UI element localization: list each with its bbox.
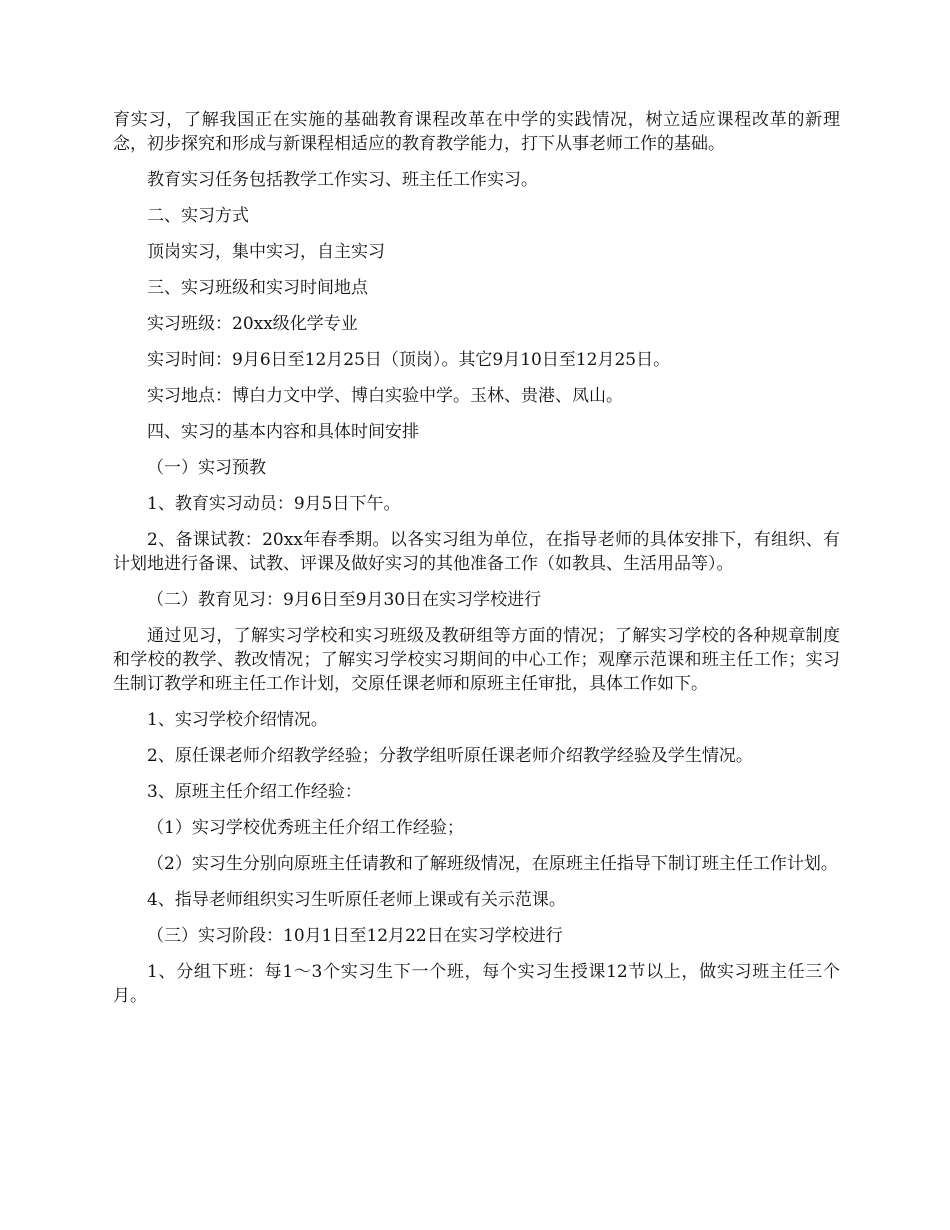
paragraph-internship-class: 实习班级：20xx级化学专业 [147,314,358,334]
list-item-teacher-experience: 2、原任课老师介绍教学经验；分教学组听原任课老师介绍教学经验及学生情况。 [147,746,753,766]
sub-list-item-work-plan: （2）实习生分别向原班主任请教和了解班级情况，在原班主任指导下制订班主任工作计划。 [147,854,838,874]
paragraph-lesson-preparation: 2、备课试教：20xx年春季期。以各实习组为单位，在指导老师的具体安排下，有组织、有计划地进行备课、试教、评课及做好实习的其他准备工作（如教具、生活用品等）。 [113,530,840,574]
paragraph-internship-method: 顶岗实习，集中实习，自主实习 [147,242,385,262]
list-item-head-teacher-experience: 3、原班主任介绍工作经验： [147,782,362,802]
list-item-school-intro: 1、实习学校介绍情况。 [147,710,328,730]
list-item-demo-lessons: 4、指导老师组织实习生听原任老师上课或有关示范课。 [147,890,566,910]
paragraph-mobilization: 1、教育实习动员：9月5日下午。 [147,494,401,514]
subheading-internship-stage: （三）实习阶段：10月1日至12月22日在实习学校进行 [147,926,563,946]
heading-internship-method: 二、实习方式 [147,206,249,226]
paragraph-intro-continuation: 育实习，了解我国正在实施的基础教育课程改革在中学的实践情况，树立适应课程改革的新理念，初步探究和形成与新课程相适应的教育教学能力，打下从事老师工作的基础。 [113,110,840,154]
heading-class-time-place: 三、实习班级和实习时间地点 [147,278,368,298]
document-body [113,108,840,1020]
sub-list-item-excellent-head-teacher: （1）实习学校优秀班主任介绍工作经验； [147,818,464,838]
list-item-class-assignment: 1、分组下班：每1～3个实习生下一个班，每个实习生授课12节以上，做实习班主任三个月。 [113,962,840,1006]
paragraph-internship-time: 实习时间：9月6日至12月25日（顶岗）。其它9月10日至12月25日。 [147,350,671,370]
heading-content-schedule: 四、实习的基本内容和具体时间安排 [147,422,419,442]
paragraph-observation-details: 通过见习，了解实习学校和实习班级及教研组等方面的情况；了解实习学校的各种规章制度和学校的教学、教改情况；了解实习学校实习期间的中心工作；观摩示范课和班主任工作；实习生制订教学和班主任工作计划，交原任课老师和原班主任审批，具体工作如下。 [113,626,840,694]
subheading-pre-teaching: （一）实习预教 [147,458,266,478]
paragraph-internship-tasks: 教育实习任务包括教学工作实习、班主任工作实习。 [147,170,538,190]
paragraph-internship-place: 实习地点：博白力文中学、博白实验中学。玉林、贵港、凤山。 [147,386,623,406]
subheading-observation: （二）教育见习：9月6日至9月30日在实习学校进行 [147,590,542,610]
